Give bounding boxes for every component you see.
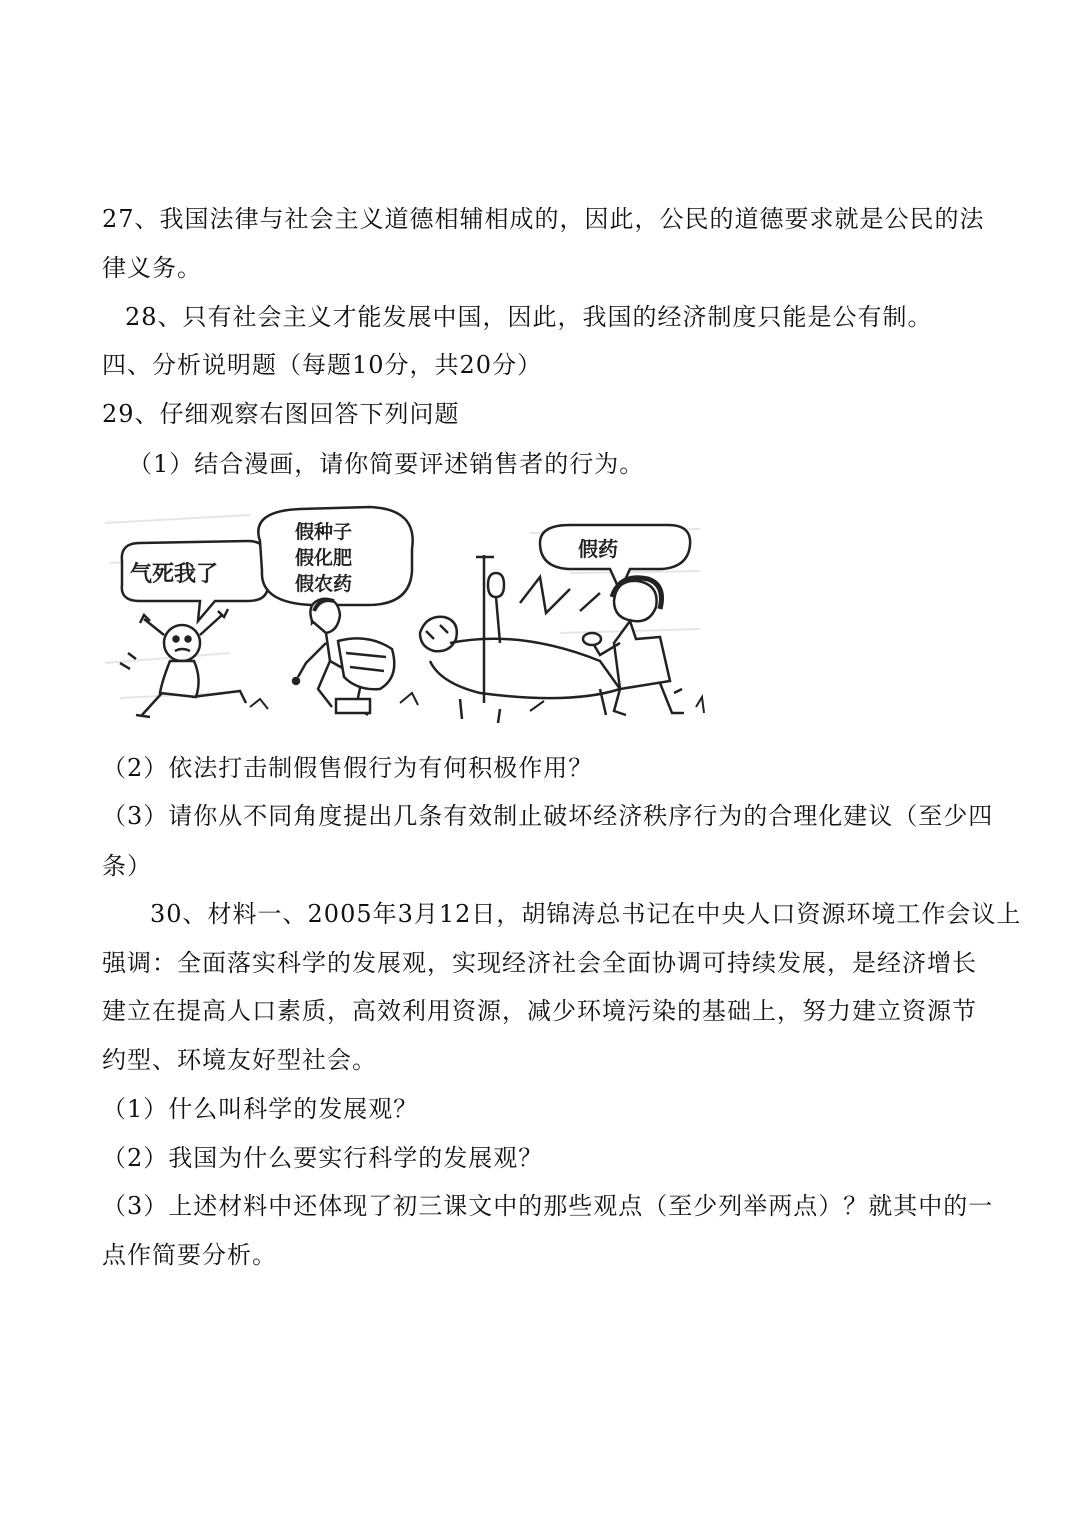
q27-line-1: 27、我国法律与社会主义道德相辅相成的，因此，公民的道德要求就是公民的法 bbox=[102, 205, 985, 233]
q30-line-1: 30、材料一、2005年3月12日，胡锦涛总书记在中央人口资源环境工作会议上 bbox=[150, 900, 1022, 928]
q30-line-2: 强调：全面落实科学的发展观，实现经济社会全面协调可持续发展，是经济增长 bbox=[102, 949, 977, 977]
q30-sub-3-line-1: （3）上述材料中还体现了初三课文中的那些观点（至少列举两点）？就其中的一 bbox=[102, 1192, 994, 1220]
q30-sub-1: （1）什么叫科学的发展观？ bbox=[102, 1095, 419, 1123]
bubble-middle-line-2: 假化肥 bbox=[295, 547, 353, 569]
q27-line-2: 律义务。 bbox=[102, 254, 202, 282]
bubble-middle-line-3: 假农药 bbox=[295, 573, 353, 595]
q29-sub-3-line-1: （3）请你从不同角度提出几条有效制止破坏经济秩序行为的合理化建议（至少四 bbox=[102, 802, 994, 830]
q29-sub-1: （1）结合漫画，请你简要评述销售者的行为。 bbox=[128, 450, 645, 478]
bubble-middle-line-1: 假种子 bbox=[295, 521, 353, 543]
q29-sub-2: （2）依法打击制假售假行为有何积极作用？ bbox=[102, 754, 594, 782]
q30-sub-2: （2）我国为什么要实行科学的发展观？ bbox=[102, 1144, 544, 1172]
q29-sub-3-line-2: 条） bbox=[102, 852, 152, 880]
seller-figure bbox=[293, 599, 394, 715]
speech-bubble-left bbox=[122, 541, 268, 621]
section-heading: 四、分析说明题（每题10分，共20分） bbox=[102, 351, 543, 379]
q28-line-1: 28、只有社会主义才能发展中国，因此，我国的经济制度只能是公有制。 bbox=[125, 303, 933, 331]
bubble-left-text: 气死我了 bbox=[130, 562, 219, 587]
bubble-right-text: 假药 bbox=[578, 537, 618, 561]
speech-bubble-right bbox=[540, 525, 690, 591]
q30-line-4: 约型、环境友好型社会。 bbox=[102, 1046, 377, 1074]
cartoon-illustration bbox=[100, 493, 706, 731]
q30-sub-3-line-2: 点作简要分析。 bbox=[102, 1241, 277, 1269]
angry-farmer-figure bbox=[120, 609, 246, 717]
q30-line-3: 建立在提高人口素质，高效利用资源，减少环境污染的基础上，努力建立资源节 bbox=[102, 997, 977, 1025]
q29-intro: 29、仔细观察右图回答下列问题 bbox=[102, 400, 460, 428]
ground-lines bbox=[250, 693, 704, 713]
